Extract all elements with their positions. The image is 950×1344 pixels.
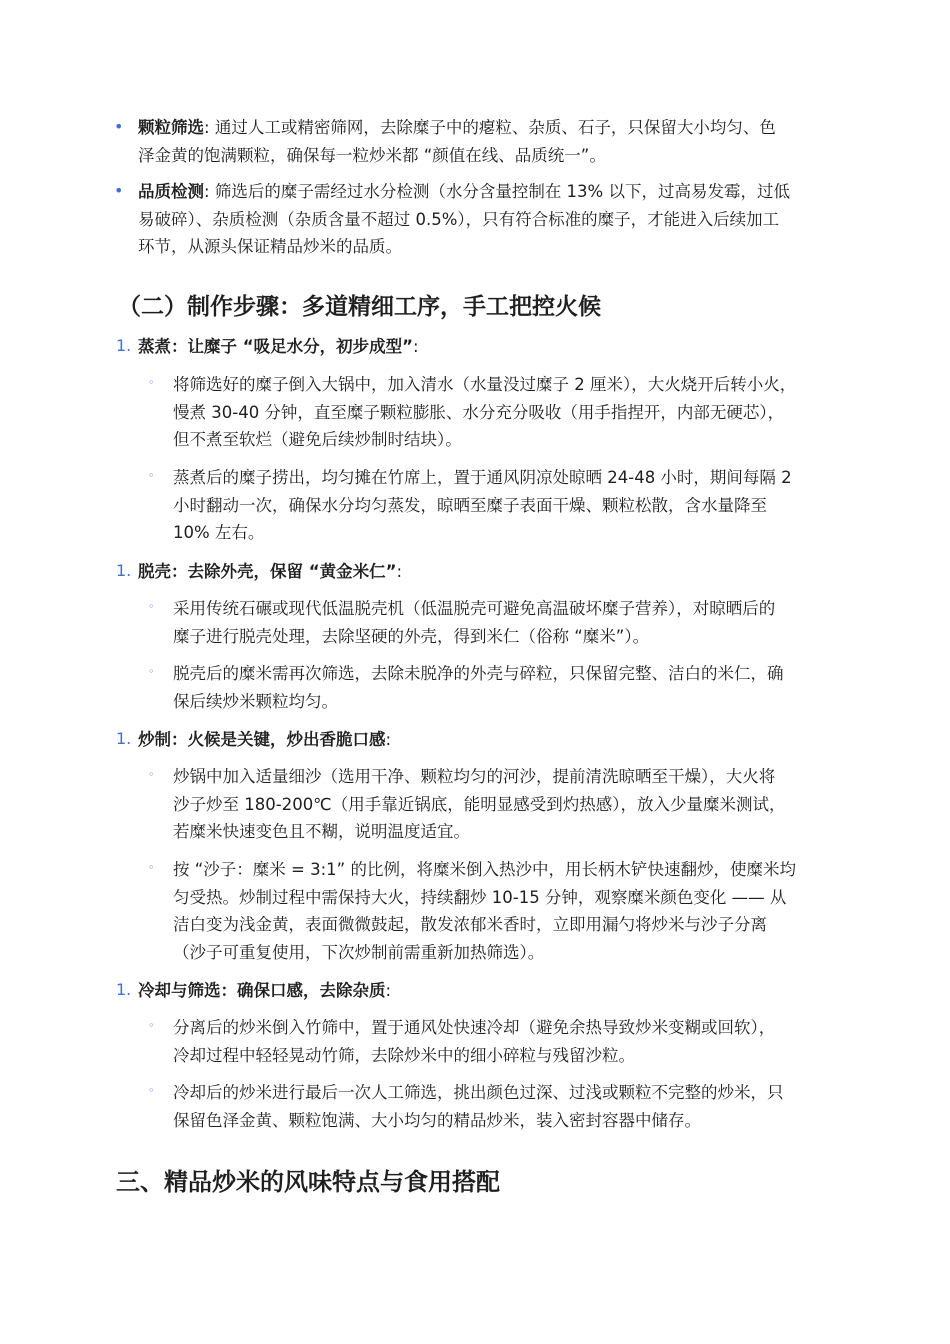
text-line: 慢煮 30-40 分钟，直至糜子颗粒膨胀、水分充分吸收（用手指捏开，内部无硬芯）， xyxy=(173,402,785,422)
sub-marker: ◦ xyxy=(148,1084,155,1097)
section-heading-steps: （二）制作步骤：多道精细工序，手工把控火候 xyxy=(118,294,601,320)
text-line: 采用传统石碾或现代低温脱壳机（低温脱壳可避免高温破坏糜子营养），对晾晒后的 xyxy=(173,599,776,618)
text-line: 将筛选好的糜子倒入大锅中，加入清水（水量没过糜子 2 厘米），大火烧开后转小火， xyxy=(173,375,797,394)
separator: : xyxy=(204,182,210,201)
sub-item xyxy=(173,763,785,846)
text-line: 洁白变为浅金黄，表面微微鼓起，散发浓郁米香时，立即用漏勺将炒米与沙子分离 xyxy=(173,915,767,934)
bullet-item-grain-screening xyxy=(138,114,776,169)
step-number: 1. xyxy=(116,729,132,748)
separator: : xyxy=(412,337,419,356)
text-line: 筛选后的糜子需经过水分检测（水分含量控制在 13% 以下，过高易发霉，过低 xyxy=(214,182,790,201)
step-title-text: 蒸煮：让糜子 “吸足水分，初步成型” xyxy=(138,337,413,356)
sub-marker: ◦ xyxy=(148,376,155,389)
sub-marker: ◦ xyxy=(148,861,155,874)
sub-marker: ◦ xyxy=(148,1019,155,1032)
text-line: 环节，从源头保证精品炒米的品质。 xyxy=(138,237,402,256)
text-line: 保后续炒米颗粒均匀。 xyxy=(173,691,338,711)
text-line: 沙子炒至 180-200℃（用手靠近锅底，能明显感受到灼热感），放入少量糜米测试， xyxy=(173,794,786,814)
bullet-marker: • xyxy=(114,181,124,200)
bullet-title: 品质检测 xyxy=(138,182,204,201)
text-line: 蒸煮后的糜子捞出，均匀摊在竹席上，置于通风阴凉处晾晒 24-48 小时，期间每隔 2 xyxy=(173,468,792,487)
step-number: 1. xyxy=(116,561,132,580)
text-line: 脱壳后的糜米需再次筛选，去除未脱净的外壳与碎粒，只保留完整、洁白的米仁，确 xyxy=(173,664,784,683)
sub-marker: ◦ xyxy=(148,665,155,678)
step-number: 1. xyxy=(116,336,132,355)
bullet-marker: • xyxy=(114,117,124,136)
step-title xyxy=(138,726,391,754)
text-line: 分离后的炒米倒入竹筛中，置于通风处快速冷却（避免余热导致炒米变糊或回软）， xyxy=(173,1018,776,1037)
separator: : xyxy=(385,730,392,749)
text-line: 糜子进行脱壳处理，去除坚硬的外壳，得到米仁（俗称 “糜米”）。 xyxy=(173,626,650,646)
text-line: 易破碎）、杂质检测（杂质含量不超过 0.5%），只有符合标准的糜子，才能进入后续加工 xyxy=(138,209,780,229)
text-line: 但不煮至软烂（避免后续炒制时结块）。 xyxy=(173,430,462,449)
sub-item xyxy=(173,1079,784,1134)
sub-item xyxy=(173,660,784,715)
sub-item xyxy=(173,1014,775,1069)
bullet-item-quality-check xyxy=(138,178,790,261)
step-title xyxy=(138,558,402,586)
text-line: 炒锅中加入适量细沙（选用干净、颗粒均匀的河沙，提前清洗晾晒至干燥），大火将 xyxy=(173,767,776,786)
step-title-text: 炒制：火候是关键，炒出香脆口感 xyxy=(138,730,386,749)
text-line: 小时翻动一次，确保水分均匀蒸发，晾晒至糜子表面干燥、颗粒松散，含水量降至 xyxy=(173,495,767,515)
separator: : xyxy=(385,981,392,1000)
text-line: 10% 左右。 xyxy=(173,523,265,542)
text-line: 若糜米快速变色且不糊，说明温度适宜。 xyxy=(173,822,470,841)
sub-marker: ◦ xyxy=(148,600,155,613)
text-line: （沙子可重复使用，下次炒制前需重新加热筛选）。 xyxy=(173,942,545,962)
section-heading-flavor: 三、精品炒米的风味特点与食用搭配 xyxy=(116,1168,500,1196)
step-title-text: 冷却与筛选：确保口感，去除杂质 xyxy=(138,981,386,1000)
sub-item xyxy=(173,464,792,547)
text-line: 保留色泽金黄、颗粒饱满、大小均匀的精品炒米，装入密封容器中储存。 xyxy=(173,1110,701,1130)
step-number: 1. xyxy=(116,980,132,999)
sub-item xyxy=(173,595,775,650)
text-line: 泽金黄的饱满颗粒，确保每一粒炒米都 “颜值在线、品质统一”。 xyxy=(138,145,606,165)
text-line: 冷却后的炒米进行最后一次人工筛选，挑出颜色过深、过浅或颗粒不完整的炒米，只 xyxy=(173,1083,784,1102)
text-line: 匀受热。炒制过程中需保持大火，持续翻炒 10-15 分钟，观察糜米颜色变化 —— 从 xyxy=(173,887,787,907)
sub-marker: ◦ xyxy=(148,768,155,781)
bullet-title: 颗粒筛选 xyxy=(138,118,204,137)
text-line: 通过人工或精密筛网，去除糜子中的瘪粒、杂质、石子，只保留大小均匀、色 xyxy=(214,118,776,137)
sub-marker: ◦ xyxy=(148,469,155,482)
sub-item xyxy=(173,371,796,454)
step-title xyxy=(138,333,419,361)
text-line: 按 “沙子：糜米 = 3:1” 的比例，将糜米倒入热沙中，用长柄木铲快速翻炒，使糜米均 xyxy=(173,860,796,879)
step-title-text: 脱壳：去除外壳，保留 “黄金米仁” xyxy=(138,562,397,581)
separator: : xyxy=(204,118,210,137)
text-line: 冷却过程中轻轻晃动竹筛，去除炒米中的细小碎粒与残留沙粒。 xyxy=(173,1045,635,1065)
step-title xyxy=(138,977,391,1005)
sub-item xyxy=(173,856,796,966)
separator: : xyxy=(396,562,402,581)
